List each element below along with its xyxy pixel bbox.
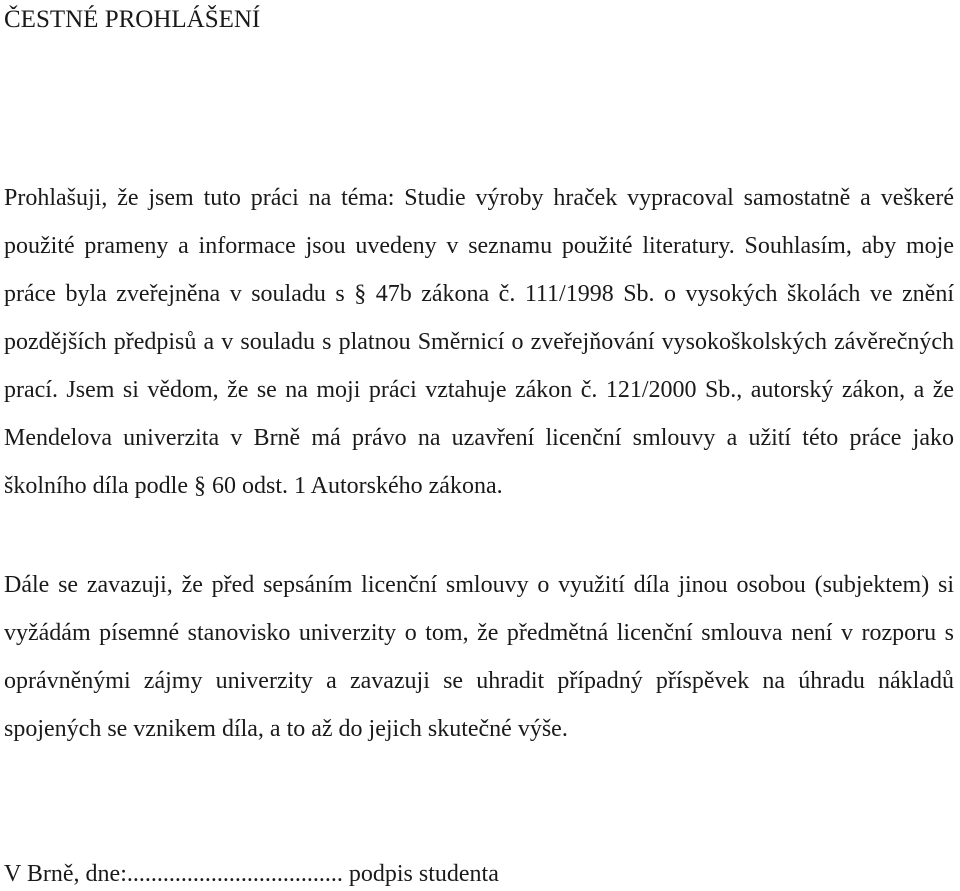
license-paragraph: Dále se zavazuji, že před sepsáním licenční smlouvy o využití díla jinou osobou (subjektem) si vyžádám písemné stanovisko univerzity o tom, že předmětná licenční smlouva není v rozporu s oprávněnými zájmy univerzity a zavazuji se uhradit případný příspěvek na úhradu nákladů spojených se vznikem díla, a to až do jejich skutečné výše. xyxy=(4,572,954,742)
declaration-paragraph: Prohlašuji, že jsem tuto práci na téma: Studie výroby hraček vypracoval samostatně a veškeré použité prameny a informace jsou uvedeny v seznamu použité literatury. Souhlasím, aby moje práce byla zveřejněna v souladu s § 47b zákona č. 111/1998 Sb. o vysokých školách ve znění pozdějších předpisů a v souladu s platnou Směrnicí o zveřejňování vysokoškolských závěrečných prací. Jsem si vědom, že se na moji práci vztahuje zákon č. 121/2000 Sb., autorský zákon, a že Mendelova univerzita v Brně má právo na uzavření licenční smlouvy a užití této práce jako školního díla podle § 60 odst. 1 Autorského zákona. xyxy=(4,185,954,499)
signature-line: V Brně, dne:.................................... podpis studenta xyxy=(4,861,499,887)
page-title: ČESTNÉ PROHLÁŠENÍ xyxy=(4,6,261,33)
